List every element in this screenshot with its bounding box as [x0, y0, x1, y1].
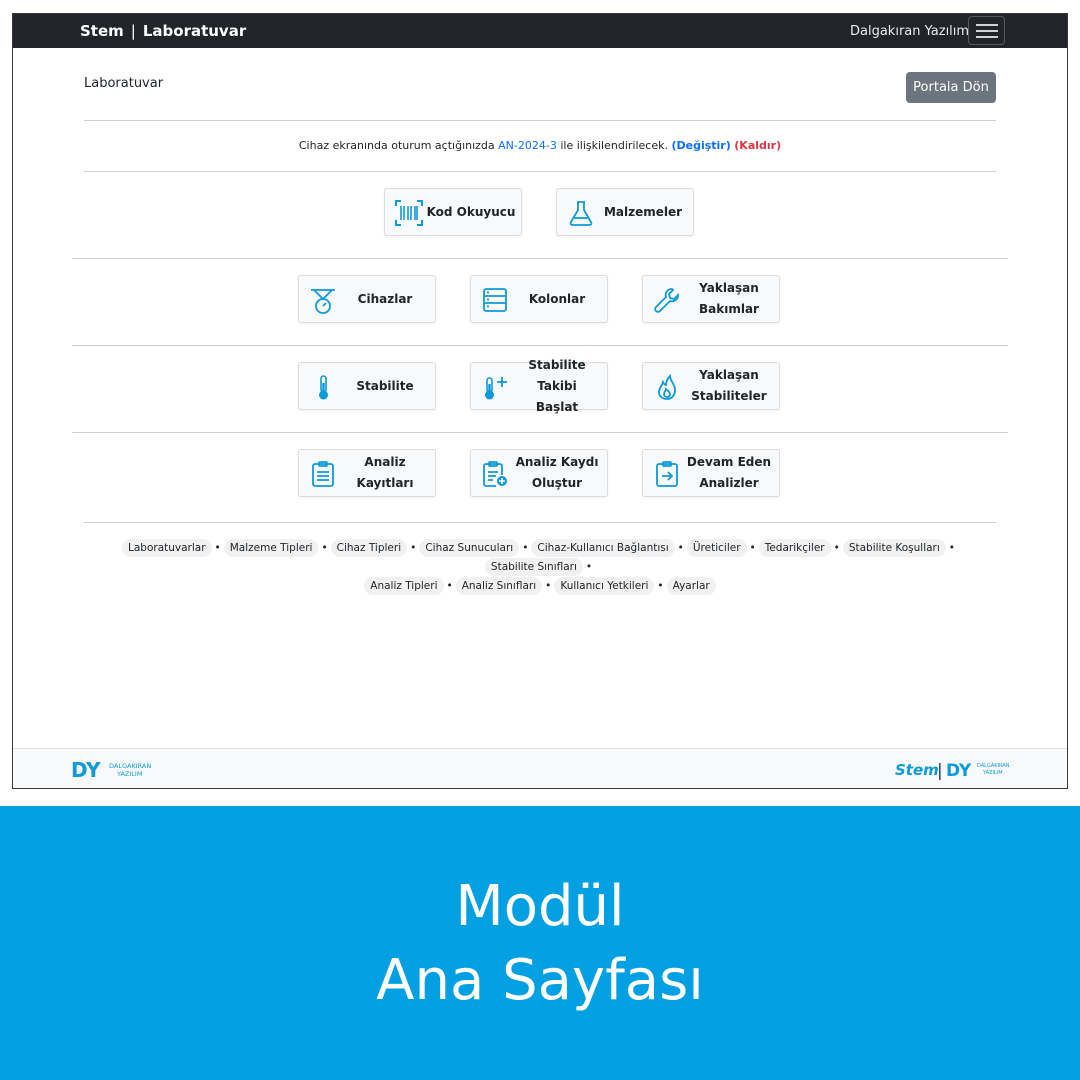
- link-separator: •: [677, 542, 684, 554]
- link-analiz-siniflari[interactable]: Analiz Sınıfları: [456, 577, 542, 595]
- tile-label: Analiz Kayıtları: [356, 455, 414, 490]
- link-ayarlar[interactable]: Ayarlar: [667, 577, 716, 595]
- quick-links-line-1: [84, 539, 996, 577]
- tile-analiz-kaydi-olustur[interactable]: [470, 449, 608, 497]
- session-notice: [84, 139, 996, 152]
- link-cihaz-kullanici-baglantisi[interactable]: Cihaz-Kullanıcı Bağlantısı: [531, 539, 674, 557]
- link-cihaz-tipleri[interactable]: Cihaz Tipleri: [331, 539, 407, 557]
- divider: [84, 171, 996, 172]
- remove-session-link[interactable]: (Kaldır): [734, 139, 782, 152]
- svg-text:YAZILIM: YAZILIM: [983, 770, 1003, 776]
- link-separator: •: [749, 542, 756, 554]
- svg-text:DY: DY: [71, 758, 101, 781]
- session-code-link[interactable]: AN-2024-3: [498, 139, 557, 152]
- session-text: Cihaz ekranında oturum açtığınızda: [298, 139, 499, 152]
- clipboard-arrow-icon: [653, 460, 681, 488]
- app-window: [12, 13, 1068, 789]
- banner-title-line-2: Ana Sayfası: [376, 948, 704, 1013]
- wrench-icon: [653, 286, 681, 314]
- tile-label: Malzemeler: [603, 204, 683, 219]
- link-separator: •: [833, 542, 840, 554]
- link-cihaz-sunuculari[interactable]: Cihaz Sunucuları: [419, 539, 519, 557]
- brand-separator: |: [130, 22, 136, 40]
- clipboard-icon: [309, 460, 337, 488]
- divider: [72, 345, 1008, 346]
- link-ureticiler[interactable]: Üreticiler: [687, 539, 747, 557]
- svg-text:DALGAKIRAN: DALGAKIRAN: [977, 763, 1010, 769]
- stem-dalgakiran-logo[interactable]: [895, 757, 1015, 781]
- barcode-icon: [395, 199, 423, 227]
- back-to-portal-button[interactable]: Portala Dön: [906, 72, 996, 103]
- divider: [72, 432, 1008, 433]
- link-separator: •: [410, 542, 417, 554]
- tile-label: Stabilite Takibi Başlat: [528, 357, 586, 414]
- tile-stabilite[interactable]: [298, 362, 436, 410]
- link-separator: •: [545, 580, 552, 592]
- divider: [84, 522, 996, 523]
- tile-label: Yaklaşan Bakımlar: [699, 281, 759, 316]
- tile-label: Yaklaşan Stabiliteler: [691, 368, 767, 403]
- app-name: Stem: [80, 22, 124, 40]
- page-footer: [13, 748, 1067, 789]
- dalgakiran-logo[interactable]: [71, 757, 171, 781]
- link-separator: •: [321, 542, 328, 554]
- svg-text:DALGAKIRAN: DALGAKIRAN: [109, 762, 152, 770]
- thermometer-icon: [309, 373, 337, 401]
- tile-label: Devam Eden Analizler: [686, 455, 772, 490]
- link-tedarikciler[interactable]: Tedarikçiler: [759, 539, 831, 557]
- navbar-brand[interactable]: [80, 22, 246, 40]
- banner-title-line-1: Modül: [455, 874, 625, 939]
- link-malzeme-tipleri[interactable]: Malzeme Tipleri: [224, 539, 319, 557]
- change-session-link[interactable]: (Değiştir): [671, 139, 731, 152]
- flask-icon: [567, 199, 595, 227]
- link-separator: •: [214, 542, 221, 554]
- menu-toggle-button[interactable]: [968, 16, 1005, 45]
- hamburger-icon-bar: [976, 36, 998, 38]
- caption-banner: [0, 806, 1080, 1080]
- svg-text:|: |: [937, 761, 943, 781]
- tile-label: Kolonlar: [528, 291, 586, 306]
- quick-links: [84, 539, 996, 596]
- tile-label: Stabilite: [356, 378, 414, 393]
- link-kullanici-yetkileri[interactable]: Kullanıcı Yetkileri: [554, 577, 654, 595]
- link-separator: •: [446, 580, 453, 592]
- divider: [72, 258, 1008, 259]
- fire-icon: [653, 373, 681, 401]
- tile-yaklasan-bakimlar[interactable]: [642, 275, 780, 323]
- tile-malzemeler[interactable]: [556, 188, 694, 236]
- server-icon: [481, 286, 509, 314]
- link-separator: •: [585, 561, 593, 573]
- tile-analiz-kayitlari[interactable]: [298, 449, 436, 497]
- svg-text:DY: DY: [946, 761, 972, 781]
- tile-label: Kod Okuyucu: [426, 204, 516, 219]
- link-separator: •: [948, 542, 955, 554]
- tile-kolonlar[interactable]: [470, 275, 608, 323]
- session-text-after: ile ilişkilendirilecek.: [556, 139, 672, 152]
- tile-label: Analiz Kaydı Oluştur: [515, 455, 599, 490]
- top-navbar: [13, 14, 1067, 48]
- link-separator: •: [522, 542, 529, 554]
- link-stabilite-siniflari[interactable]: Stabilite Sınıfları: [485, 558, 583, 576]
- quick-links-line-2: [84, 577, 996, 596]
- tile-label: Cihazlar: [357, 291, 413, 306]
- link-stabilite-kosullari[interactable]: Stabilite Koşulları: [843, 539, 946, 557]
- tile-devam-eden-analizler[interactable]: [642, 449, 780, 497]
- hamburger-icon-bar: [976, 30, 998, 32]
- tile-yaklasan-stabiliteler[interactable]: [642, 362, 780, 410]
- tile-cihazlar[interactable]: [298, 275, 436, 323]
- module-name: Laboratuvar: [142, 22, 247, 40]
- svg-text:Stem: Stem: [895, 761, 939, 779]
- page-title: Laboratuvar: [84, 76, 164, 91]
- scale-icon: [309, 286, 337, 314]
- clipboard-plus-icon: [481, 460, 509, 488]
- svg-text:YAZILIM: YAZILIM: [117, 770, 143, 778]
- link-separator: •: [657, 580, 664, 592]
- divider: [84, 120, 996, 121]
- tile-stabilite-takibi-baslat[interactable]: [470, 357, 608, 414]
- tile-kod-okuyucu[interactable]: [384, 188, 522, 236]
- thermometer-plus-icon: [481, 373, 509, 401]
- company-name: Dalgakıran Yazılım: [850, 24, 970, 39]
- hamburger-icon: [976, 24, 998, 26]
- link-analiz-tipleri[interactable]: Analiz Tipleri: [364, 577, 443, 595]
- link-laboratuvarlar[interactable]: Laboratuvarlar: [122, 539, 212, 557]
